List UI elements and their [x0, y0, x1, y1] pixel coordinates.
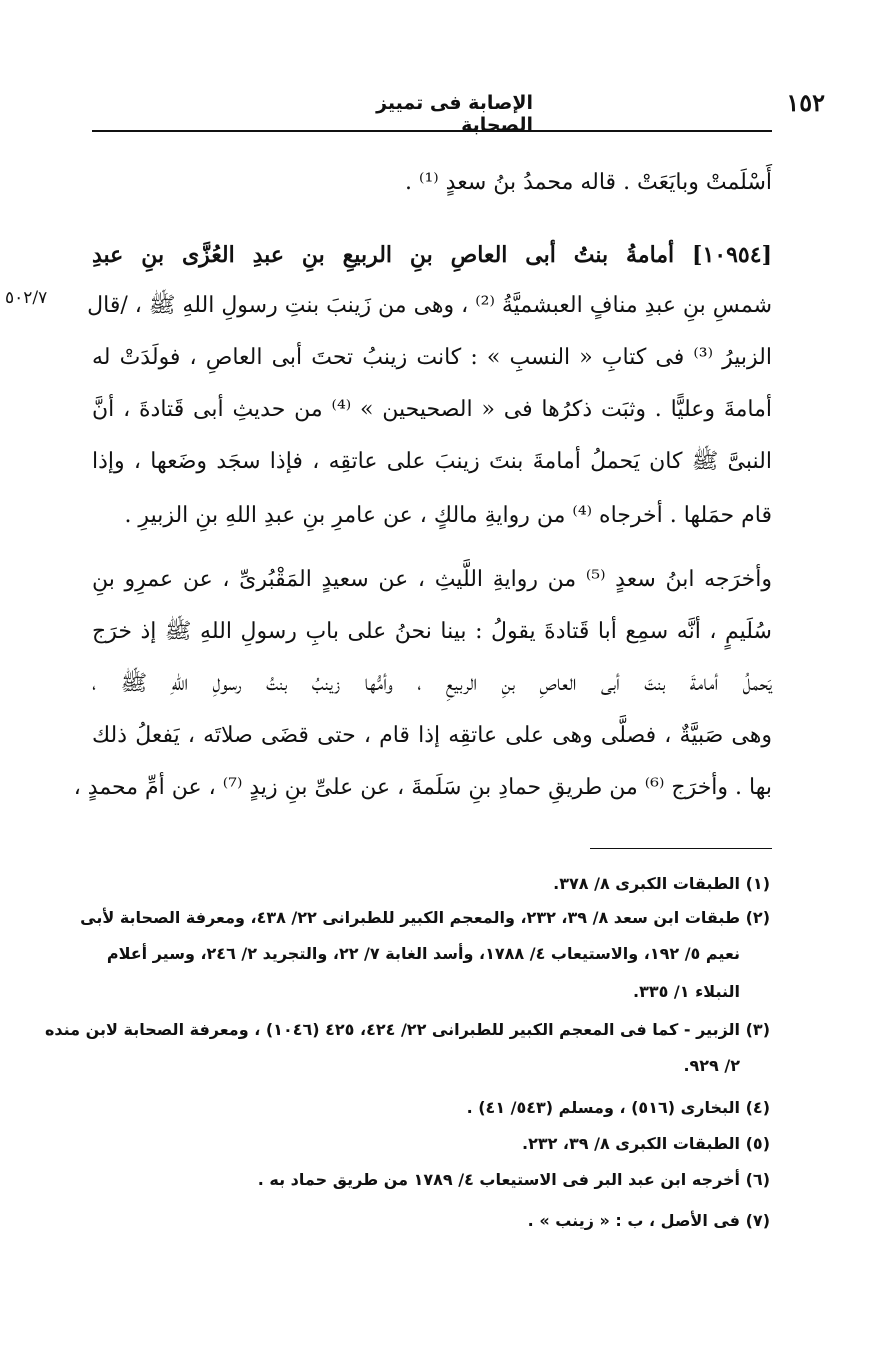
footnote: (٥) الطبقات الكبرى ٨/ ٣٩، ٢٣٢.: [521, 1134, 770, 1153]
footnote-continuation: النبلاء ١/ ٣٣٥.: [632, 982, 740, 1001]
body-line: النبىَّ ﷺ كان يَحملُ أمامةَ بنتَ زينبَ على عاتقِه ، فإذا سجَد وضَعها ، وإذا: [92, 449, 772, 474]
body-line: أَسْلَمتْ وبايَعَتْ . قاله محمدُ بنُ سعدٍ ⁽¹⁾ .: [405, 170, 772, 195]
footnote-continuation: ٢/ ٩٢٩.: [683, 1056, 740, 1075]
body-line: وهى صَبيَّةٌ ، فصلَّى وهى على عاتقِه إذا قام ، حتى قضَى صلاتَه ، يَفعلُ ذلك: [92, 723, 772, 748]
body-line: وأخرَجه ابنُ سعدٍ ⁽⁵⁾ من روايةِ اللَّيثِ ، عن سعيدٍ المَقْبُرىِّ ، عن عمرِو بنِ: [92, 567, 772, 592]
footnote: (١) الطبقات الكبرى ٨/ ٣٧٨.: [553, 874, 770, 893]
footnote: (٣) الزبير - كما فى المعجم الكبير للطبرانى ٢٢/ ٤٢٤، ٤٢٥ (١٠٤٦) ، ومعرفة الصحابة لابن منده: [44, 1020, 770, 1039]
footnote-continuation: نعيم ٥/ ١٩٢، والاستيعاب ٤/ ١٧٨٨، وأسد الغابة ٧/ ٢٢، والتجريد ٢/ ٢٤٦، وسير أعلام: [106, 944, 740, 963]
body-line: سُلَيمٍ ، أنَّه سمِع أبا قَتادةَ يقولُ : بينا نحنُ على بابِ رسولِ اللهِ ﷺ إذ خرَج: [92, 619, 772, 644]
body-line: بها . وأخرَج ⁽⁶⁾ من طريقِ حمادِ بنِ سَلَمةَ ، عن علىِّ بنِ زيدٍ ⁽⁷⁾ ، عن أمِّ محمدٍ ،: [73, 775, 772, 800]
body-line: الزبيرُ ⁽³⁾ فى كتابِ « النسبِ » : كانت زينبُ تحتَ أبى العاصِ ، فولَدَتْ له: [92, 345, 772, 370]
body-line: قام حمَلها . أخرجاه ⁽⁴⁾ من روايةِ مالكٍ ، عن عامرِ بنِ عبدِ اللهِ بنِ الزبيرِ .: [124, 503, 772, 528]
footnote: (٢) طبقات ابن سعد ٨/ ٣٩، ٢٣٢، والمعجم الكبير للطبرانى ٢٢/ ٤٣٨، ومعرفة الصحابة لأبى: [80, 908, 770, 927]
body-line: أمامةَ وعليًّا . وثبَت ذكرُها فى « الصحيحين » ⁽⁴⁾ من حديثِ أبى قَتادةَ ، أنَّ: [92, 397, 773, 422]
page-number: ١٥٢: [786, 88, 825, 117]
margin-reference: ٥٠٢/٧: [5, 288, 48, 308]
header-rule: [92, 130, 772, 132]
footnote: (٤) البخارى (٥١٦) ، ومسلم (٥٤٣/ ٤١) .: [466, 1098, 770, 1117]
body-line: شمسِ بنِ عبدِ منافٍ العبشميَّةُ ⁽²⁾ ، وهى من زَينبَ بنتِ رسولِ اللهِ ﷺ ، /قال: [87, 293, 772, 318]
running-header-title: الإصابة فى تمييز الصحابة: [376, 92, 533, 136]
footnote: (٦) أخرجه ابن عبد البر فى الاستيعاب ٤/ ١٧٨٩ من طريق حماد به .: [257, 1170, 770, 1189]
entry-heading-line: [١٠٩٥٤] أمامةُ بنتُ أبى العاصِ بنِ الربيعِ بنِ عبدِ العُزَّى بنِ عبدِ: [92, 242, 772, 268]
footnote: (٧) فى الأصل ، ب : « زينب » .: [527, 1211, 770, 1230]
body-line: يَحملُ أمامةَ بنتَ أبى العاصِ بنِ الربيعِ ، وأمُّها زينبُ بنتُ رسولِ اللهِ ﷺ ،: [92, 671, 772, 696]
footnote-rule: [590, 848, 772, 849]
